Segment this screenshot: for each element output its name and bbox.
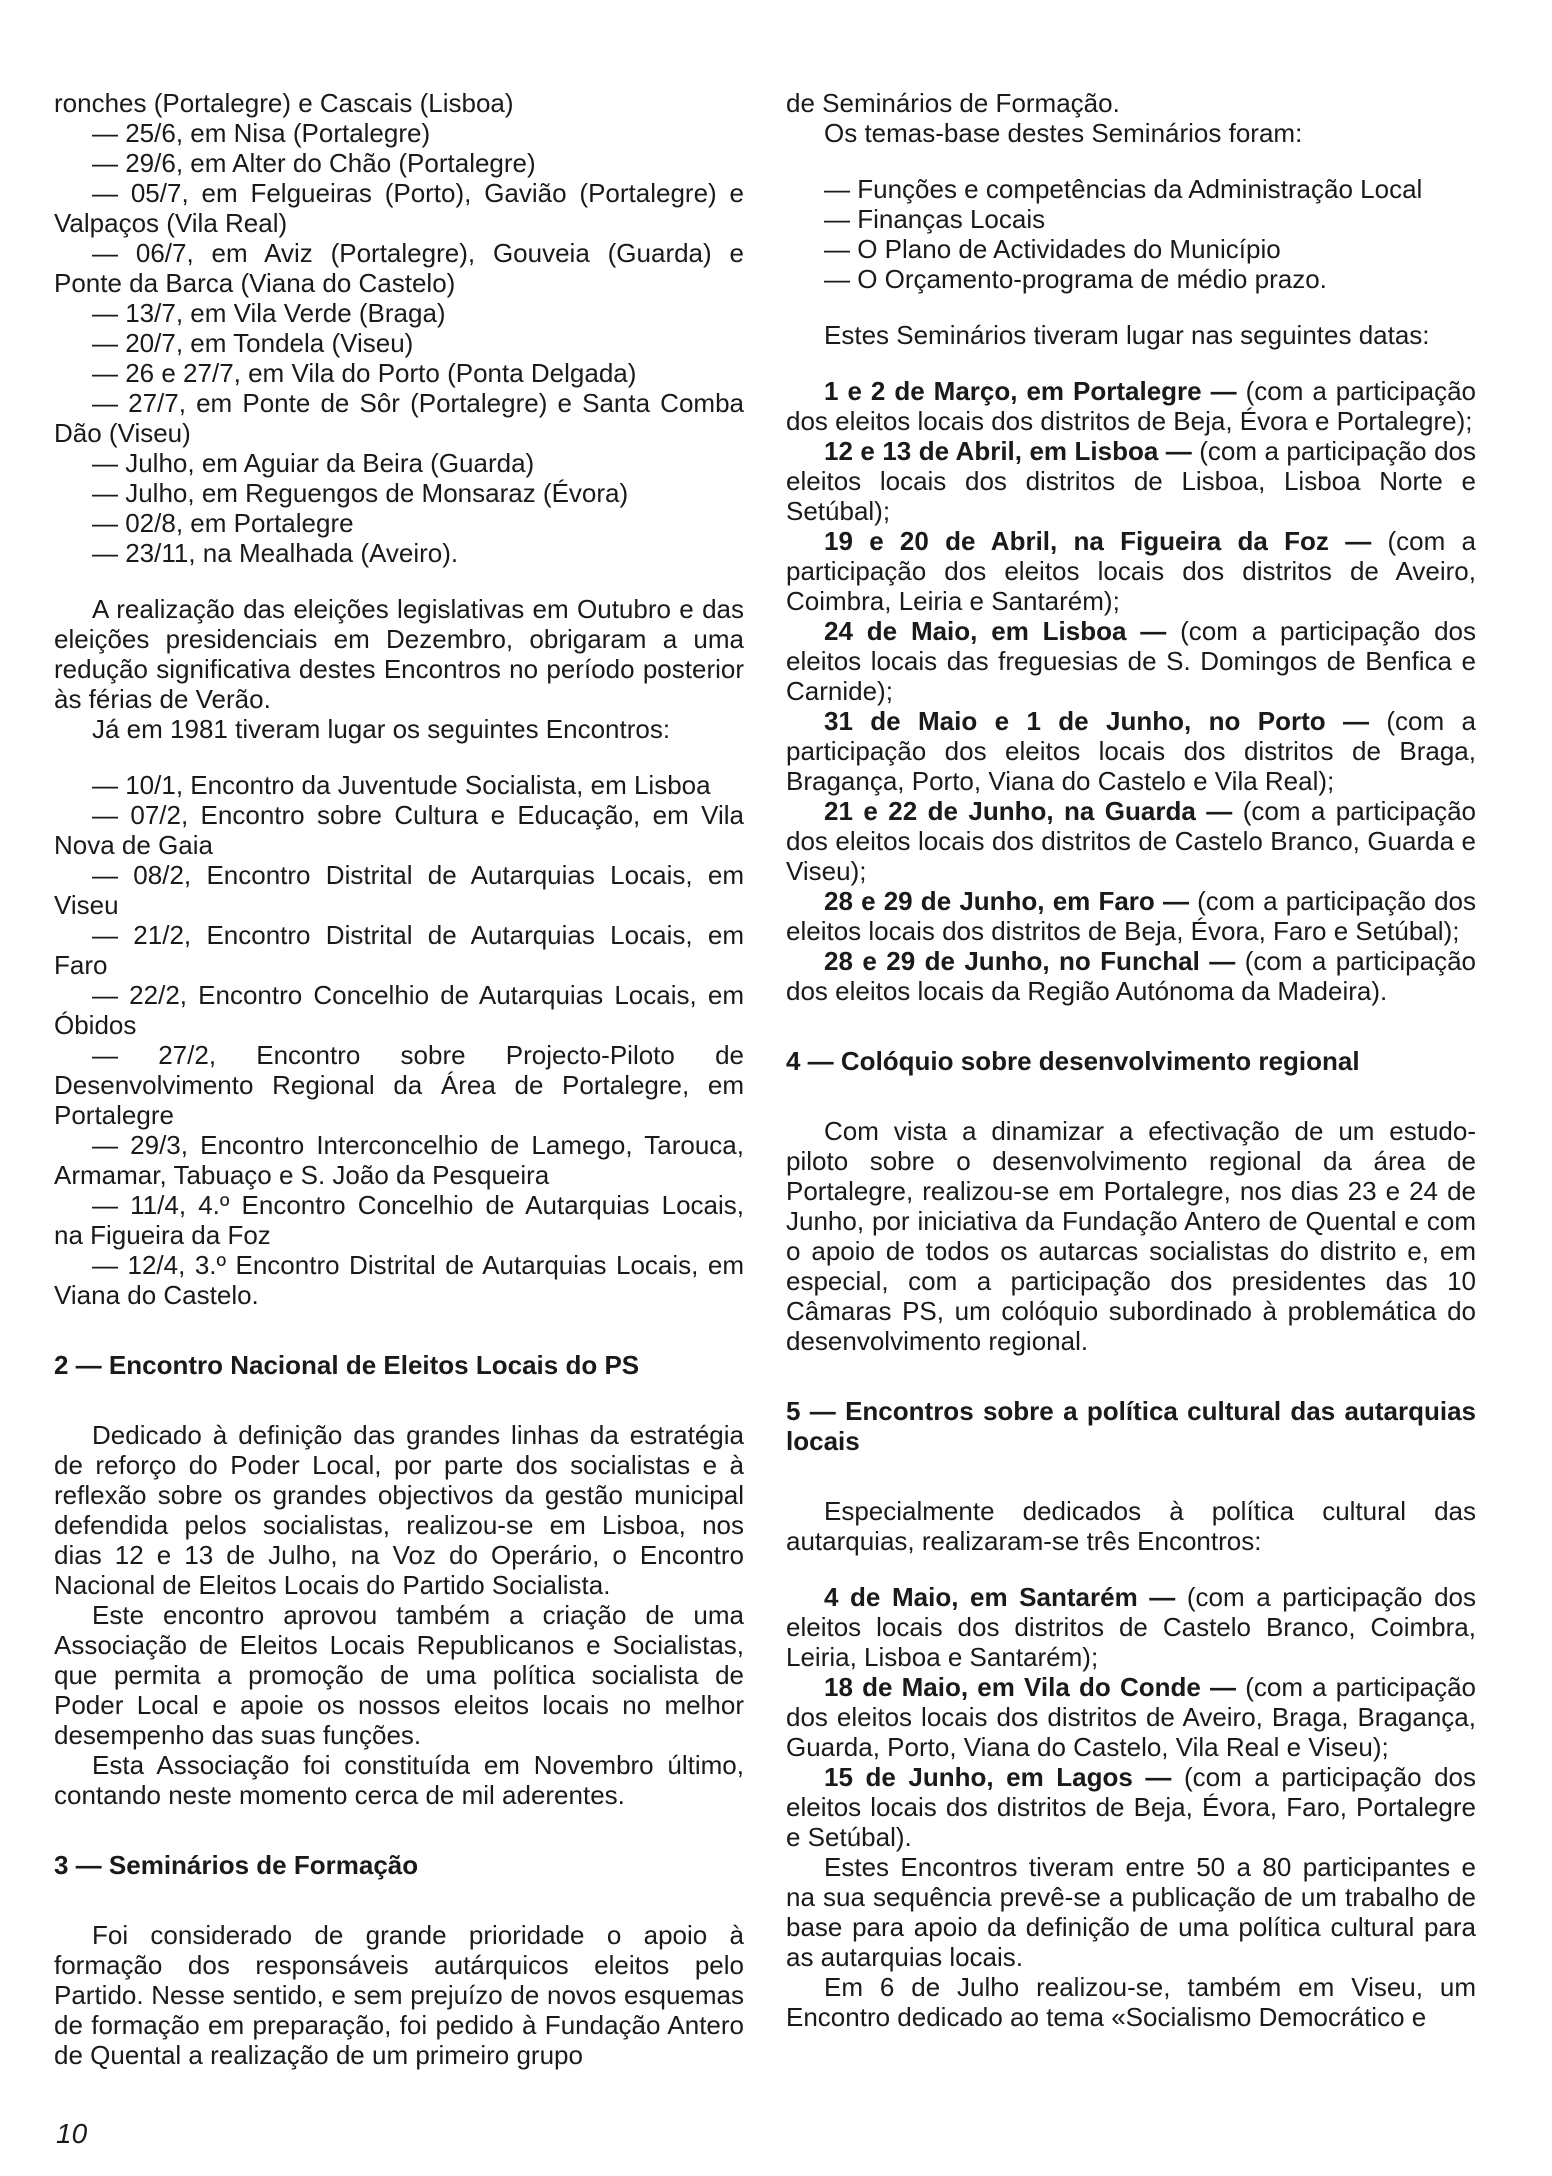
seminar-entry: 19 e 20 de Abril, na Figueira da Foz — (com a participação dos eleitos locais dos distritos de Aveiro, Coimbra, Leiria e Santarém);	[786, 526, 1476, 616]
list-item: — 27/2, Encontro sobre Projecto-Piloto de Desenvolvimento Regional da Área de Portalegre, em Portalegre	[54, 1040, 744, 1130]
encounter-entry: 18 de Maio, em Vila do Conde — (com a participação dos eleitos locais dos distritos de Aveiro, Braga, Bragança, Guarda, Porto, Viana do Castelo, Vila Real e Viseu);	[786, 1672, 1476, 1762]
seminar-date: 21 e 22 de Junho, na Guarda —	[824, 796, 1233, 826]
seminar-date: 1 e 2 de Março, em Portalegre —	[824, 376, 1237, 406]
paragraph: Em 6 de Julho realizou-se, também em Viseu, um Encontro dedicado ao tema «Socialismo Democrático e	[786, 1972, 1476, 2032]
encounter-date: 4 de Maio, em Santarém —	[824, 1582, 1176, 1612]
list-item: — 29/6, em Alter do Chão (Portalegre)	[92, 148, 536, 178]
paragraph: Com vista a dinamizar a efectivação de um estudo-piloto sobre o desenvolvimento regional da área de Portalegre, realizou-se em Portalegre, nos dias 23 e 24 de Junho, por iniciativa da Fundação Antero de Quental e com o apoio de todos os autarcas socialistas do distrito e, em especial, com a participação dos presidentes das 10 Câmaras PS, um colóquio subordinado à problemática do desenvolvimento regional.	[786, 1116, 1476, 1356]
list-item: — 10/1, Encontro da Juventude Socialista, em Lisboa	[92, 770, 711, 800]
encounter-entry: 4 de Maio, em Santarém — (com a participação dos eleitos locais dos distritos de Castelo Branco, Coimbra, Leiria, Lisboa e Santarém);	[786, 1582, 1476, 1672]
seminar-entry: 24 de Maio, em Lisboa — (com a participação dos eleitos locais das freguesias de S. Domingos de Benfica e Carnide);	[786, 616, 1476, 706]
paragraph: de Seminários de Formação.	[786, 88, 1120, 118]
encounter-date: 15 de Junho, em Lagos —	[824, 1762, 1172, 1792]
paragraph: Estes Encontros tiveram entre 50 a 80 participantes e na sua sequência prevê-se a publicação de um trabalho de base para apoio da definição de uma política cultural para as autarquias locais.	[786, 1852, 1476, 1972]
list-item: — Julho, em Aguiar da Beira (Guarda)	[92, 448, 535, 478]
right-column	[786, 88, 1476, 2032]
seminar-date: 12 e 13 de Abril, em Lisboa —	[824, 436, 1192, 466]
paragraph: Este encontro aprovou também a criação de uma Associação de Eleitos Locais Republicanos e Socialistas, que permita a promoção de uma política socialista de Poder Local e apoie os nossos eleitos locais no melhor desempenho das suas funções.	[54, 1600, 744, 1750]
list-item: — 11/4, 4.º Encontro Concelhio de Autarquias Locais, na Figueira da Foz	[54, 1190, 744, 1250]
list-item: — Julho, em Reguengos de Monsaraz (Évora)	[92, 478, 629, 508]
list-item: — 13/7, em Vila Verde (Braga)	[92, 298, 446, 328]
list-item: — 20/7, em Tondela (Viseu)	[92, 328, 414, 358]
seminar-date: 24 de Maio, em Lisboa —	[824, 616, 1167, 646]
section-2-heading: 2 — Encontro Nacional de Eleitos Locais do PS	[54, 1350, 640, 1380]
seminar-entry: 12 e 13 de Abril, em Lisboa — (com a participação dos eleitos locais dos distritos de Lisboa, Lisboa Norte e Setúbal);	[786, 436, 1477, 526]
seminar-entry: 28 e 29 de Junho, no Funchal — (com a participação dos eleitos locais da Região Autónoma da Madeira).	[786, 946, 1476, 1006]
seminar-entry: 21 e 22 de Junho, na Guarda — (com a participação dos eleitos locais dos distritos de Castelo Branco, Guarda e Viseu);	[786, 796, 1476, 886]
seminar-entry: 28 e 29 de Junho, em Faro — (com a participação dos eleitos locais dos distritos de Beja, Évora, Faro e Setúbal);	[786, 886, 1476, 946]
left-column	[54, 88, 744, 2070]
list-item: — 02/8, em Portalegre	[92, 508, 354, 538]
list-item: — 08/2, Encontro Distrital de Autarquias Locais, em Viseu	[54, 860, 744, 920]
paragraph: Dedicado à definição das grandes linhas da estratégia de reforço do Poder Local, por parte dos socialistas e à reflexão sobre os grandes objectivos da gestão municipal defendida pelos socialistas, realizou-se em Lisboa, nos dias 12 e 13 de Julho, na Voz do Operário, o Encontro Nacional de Eleitos Locais do Partido Socialista.	[54, 1420, 744, 1600]
list-item: — 21/2, Encontro Distrital de Autarquias Locais, em Faro	[54, 920, 744, 980]
paragraph: Os temas-base destes Seminários foram:	[824, 118, 1303, 148]
list-item: — 22/2, Encontro Concelhio de Autarquias Locais, em Óbidos	[54, 980, 744, 1040]
seminar-date: 19 e 20 de Abril, na Figueira da Foz —	[824, 526, 1372, 556]
seminar-entry: 31 de Maio e 1 de Junho, no Porto — (com a participação dos eleitos locais dos distritos de Braga, Bragança, Porto, Viana do Castelo e Vila Real);	[786, 706, 1476, 796]
paragraph: Esta Associação foi constituída em Novembro último, contando neste momento cerca de mil aderentes.	[54, 1750, 744, 1810]
list-item: — Funções e competências da Administração Local	[824, 174, 1423, 204]
list-item: — 27/7, em Ponte de Sôr (Portalegre) e Santa Comba Dão (Viseu)	[54, 388, 744, 448]
paragraph: Estes Seminários tiveram lugar nas seguintes datas:	[824, 320, 1430, 350]
list-item: — 23/11, na Mealhada (Aveiro).	[92, 538, 459, 568]
list-item: — O Orçamento-programa de médio prazo.	[824, 264, 1327, 294]
list-item: — 12/4, 3.º Encontro Distrital de Autarquias Locais, em Viana do Castelo.	[54, 1250, 744, 1310]
section-4-heading: 4 — Colóquio sobre desenvolvimento regional	[786, 1046, 1360, 1076]
encounter-entry: 15 de Junho, em Lagos — (com a participação dos eleitos locais dos distritos de Beja, Évora, Faro, Portalegre e Setúbal).	[786, 1762, 1477, 1852]
list-item: — 05/7, em Felgueiras (Porto), Gavião (Portalegre) e Valpaços (Vila Real)	[54, 178, 744, 238]
seminar-date: 28 e 29 de Junho, no Funchal —	[824, 946, 1236, 976]
list-item: — 06/7, em Aviz (Portalegre), Gouveia (Guarda) e Ponte da Barca (Viana do Castelo)	[54, 238, 744, 298]
list-item: — Finanças Locais	[824, 204, 1046, 234]
section-5-heading: 5 — Encontros sobre a política cultural das autarquias locais	[786, 1396, 1476, 1456]
seminar-date: 31 de Maio e 1 de Junho, no Porto —	[824, 706, 1369, 736]
paragraph: Especialmente dedicados à política cultural das autarquias, realizaram-se três Encontros:	[786, 1496, 1476, 1556]
page-number: 10	[56, 2118, 88, 2149]
list-item: — 07/2, Encontro sobre Cultura e Educação, em Vila Nova de Gaia	[54, 800, 744, 860]
paragraph-1981: Já em 1981 tiveram lugar os seguintes Encontros:	[92, 714, 671, 744]
list-item: — 29/3, Encontro Interconcelhio de Lamego, Tarouca, Armamar, Tabuaço e S. João da Pesqueira	[54, 1130, 744, 1190]
encounter-date: 18 de Maio, em Vila do Conde —	[824, 1672, 1237, 1702]
list-item: — 26 e 27/7, em Vila do Porto (Ponta Delgada)	[92, 358, 637, 388]
list-item: ronches (Portalegre) e Cascais (Lisboa)	[54, 88, 514, 118]
section-3-heading: 3 — Seminários de Formação	[54, 1850, 419, 1880]
seminar-date: 28 e 29 de Junho, em Faro —	[824, 886, 1189, 916]
seminar-entry: 1 e 2 de Março, em Portalegre — (com a participação dos eleitos locais dos distritos de Beja, Évora e Portalegre);	[786, 376, 1476, 436]
paragraph: Foi considerado de grande prioridade o apoio à formação dos responsáveis autárquicos eleitos pelo Partido. Nesse sentido, e sem prejuízo de novos esquemas de formação em preparação, foi pedido à Fundação Antero de Quental a realização de um primeiro grupo	[54, 1920, 744, 2070]
list-item: — 25/6, em Nisa (Portalegre)	[92, 118, 431, 148]
list-item: — O Plano de Actividades do Município	[824, 234, 1281, 264]
paragraph-elections: A realização das eleições legislativas em Outubro e das eleições presidenciais em Dezembro, obrigaram a uma redução significativa destes Encontros no período posterior às férias de Verão.	[54, 594, 744, 714]
